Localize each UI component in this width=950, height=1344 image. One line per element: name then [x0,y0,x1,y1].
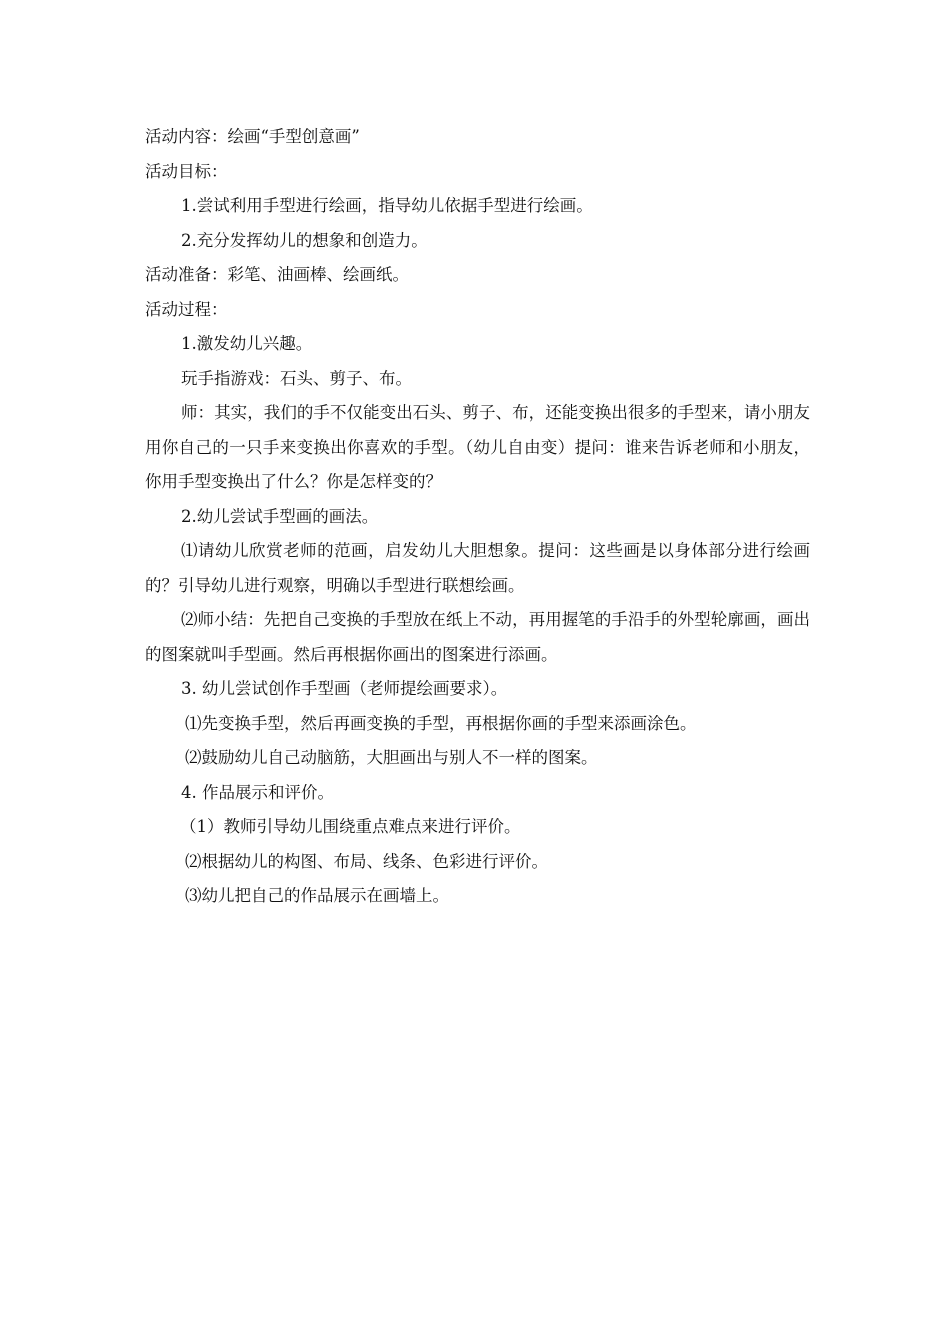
process-paragraph: 师：其实，我们的手不仅能变出石头、剪子、布，还能变换出很多的手型来，请小朋友用你自己的一只手来变换出你喜欢的手型。（幼儿自由变）提问：谁来告诉老师和小朋友，你用手型变换出了什么？你是怎样变的？ [145,403,810,491]
activity-content-heading: 活动内容：绘画“手型创意画” [145,127,360,146]
process-step: 1.激发幼儿兴趣。 [181,334,313,353]
process-detail: ⑴先变换手型，然后再画变换的手型，再根据你画的手型来添画涂色。 [185,713,697,733]
process-detail: 玩手指游戏：石头、剪子、布。 [181,368,412,388]
activity-process-heading: 活动过程： [145,299,228,319]
goal-item: 2.充分发挥幼儿的想象和创造力。 [181,230,428,250]
process-detail: ⑶幼儿把自己的作品展示在画墙上。 [185,886,449,905]
activity-prep-heading: 活动准备：彩笔、油画棒、绘画纸。 [145,265,409,284]
process-step: 2.幼儿尝试手型画的画法。 [181,506,379,526]
process-detail: （1）教师引导幼儿围绕重点难点来进行评价。 [180,817,521,836]
goal-item: 1.尝试利用手型进行绘画，指导幼儿依据手型进行绘画。 [181,196,593,215]
process-paragraph: ⑴请幼儿欣赏老师的范画，启发幼儿大胆想象。提问：这些画是以身体部分进行绘画的？引导幼儿进行观察，明确以手型进行联想绘画。 [145,541,810,595]
process-step: 4. 作品展示和评价。 [181,782,334,802]
process-paragraph: ⑵师小结：先把自己变换的手型放在纸上不动，再用握笔的手沿手的外型轮廓画，画出的图案就叫手型画。然后再根据你画出的图案进行添画。 [145,610,810,664]
process-step: 3. 幼儿尝试创作手型画（老师提绘画要求）。 [181,679,508,698]
process-detail: ⑵根据幼儿的构图、布局、线条、色彩进行评价。 [185,851,548,871]
process-detail: ⑵鼓励幼儿自己动脑筋，大胆画出与别人不一样的图案。 [185,748,598,767]
activity-goals-heading: 活动目标： [145,161,228,181]
document-body [145,120,810,914]
